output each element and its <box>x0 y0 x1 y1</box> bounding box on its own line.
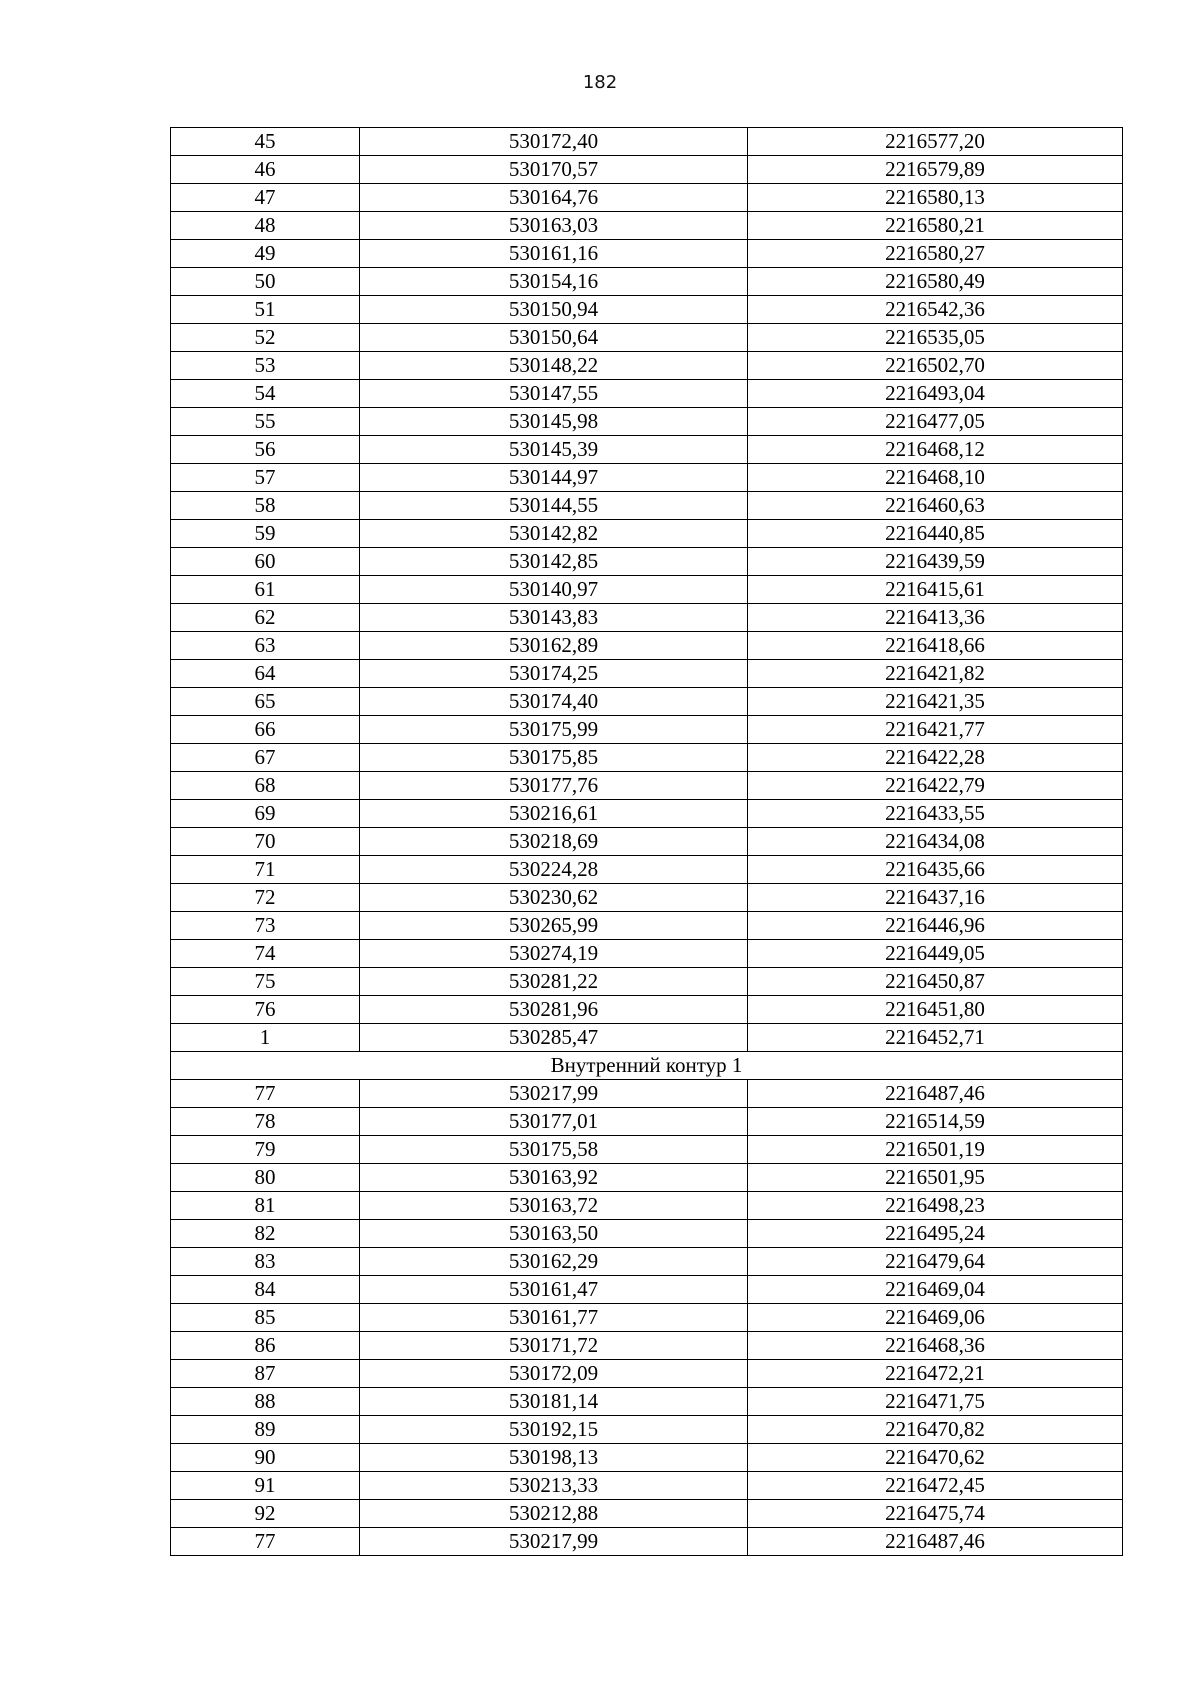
y-coordinate-cell: 2216498,23 <box>748 1192 1123 1220</box>
point-number-cell: 57 <box>171 464 360 492</box>
x-coordinate-cell: 530175,58 <box>360 1136 748 1164</box>
point-number-cell: 87 <box>171 1360 360 1388</box>
y-coordinate-cell: 2216468,10 <box>748 464 1123 492</box>
point-number-cell: 82 <box>171 1220 360 1248</box>
table-row <box>171 1416 1123 1444</box>
x-coordinate-cell: 530217,99 <box>360 1528 748 1556</box>
table-row <box>171 744 1123 772</box>
table-row <box>171 632 1123 660</box>
x-coordinate-cell: 530163,50 <box>360 1220 748 1248</box>
point-number-cell: 78 <box>171 1108 360 1136</box>
point-number-cell: 53 <box>171 352 360 380</box>
table-row <box>171 1304 1123 1332</box>
y-coordinate-cell: 2216580,13 <box>748 184 1123 212</box>
y-coordinate-cell: 2216475,74 <box>748 1500 1123 1528</box>
x-coordinate-cell: 530171,72 <box>360 1332 748 1360</box>
y-coordinate-cell: 2216469,04 <box>748 1276 1123 1304</box>
x-coordinate-cell: 530192,15 <box>360 1416 748 1444</box>
point-number-cell: 86 <box>171 1332 360 1360</box>
x-coordinate-cell: 530140,97 <box>360 576 748 604</box>
y-coordinate-cell: 2216468,12 <box>748 436 1123 464</box>
table-row <box>171 1528 1123 1556</box>
point-number-cell: 61 <box>171 576 360 604</box>
y-coordinate-cell: 2216433,55 <box>748 800 1123 828</box>
y-coordinate-cell: 2216580,49 <box>748 268 1123 296</box>
x-coordinate-cell: 530162,89 <box>360 632 748 660</box>
point-number-cell: 52 <box>171 324 360 352</box>
table-row <box>171 1472 1123 1500</box>
table-row <box>171 772 1123 800</box>
point-number-cell: 51 <box>171 296 360 324</box>
y-coordinate-cell: 2216422,79 <box>748 772 1123 800</box>
y-coordinate-cell: 2216415,61 <box>748 576 1123 604</box>
point-number-cell: 58 <box>171 492 360 520</box>
x-coordinate-cell: 530172,09 <box>360 1360 748 1388</box>
y-coordinate-cell: 2216501,95 <box>748 1164 1123 1192</box>
y-coordinate-cell: 2216452,71 <box>748 1024 1123 1052</box>
y-coordinate-cell: 2216477,05 <box>748 408 1123 436</box>
table-row <box>171 968 1123 996</box>
y-coordinate-cell: 2216470,82 <box>748 1416 1123 1444</box>
table-row <box>171 1192 1123 1220</box>
table-row <box>171 1220 1123 1248</box>
x-coordinate-cell: 530162,29 <box>360 1248 748 1276</box>
section-row <box>171 1052 1123 1080</box>
table-row <box>171 1332 1123 1360</box>
table-row <box>171 828 1123 856</box>
point-number-cell: 46 <box>171 156 360 184</box>
page-number: 182 <box>582 72 618 93</box>
table-row <box>171 268 1123 296</box>
table-row <box>171 324 1123 352</box>
x-coordinate-cell: 530177,76 <box>360 772 748 800</box>
point-number-cell: 73 <box>171 912 360 940</box>
table-row <box>171 716 1123 744</box>
table-row <box>171 660 1123 688</box>
table-row <box>171 856 1123 884</box>
table-row <box>171 1164 1123 1192</box>
table-row <box>171 1024 1123 1052</box>
table-row <box>171 1360 1123 1388</box>
point-number-cell: 45 <box>171 128 360 156</box>
table-row <box>171 128 1123 156</box>
point-number-cell: 67 <box>171 744 360 772</box>
table-row <box>171 1248 1123 1276</box>
point-number-cell: 68 <box>171 772 360 800</box>
x-coordinate-cell: 530144,97 <box>360 464 748 492</box>
point-number-cell: 89 <box>171 1416 360 1444</box>
y-coordinate-cell: 2216579,89 <box>748 156 1123 184</box>
table-row <box>171 408 1123 436</box>
x-coordinate-cell: 530145,98 <box>360 408 748 436</box>
x-coordinate-cell: 530281,22 <box>360 968 748 996</box>
x-coordinate-cell: 530161,16 <box>360 240 748 268</box>
x-coordinate-cell: 530281,96 <box>360 996 748 1024</box>
y-coordinate-cell: 2216501,19 <box>748 1136 1123 1164</box>
y-coordinate-cell: 2216487,46 <box>748 1528 1123 1556</box>
point-number-cell: 74 <box>171 940 360 968</box>
y-coordinate-cell: 2216580,21 <box>748 212 1123 240</box>
x-coordinate-cell: 530175,99 <box>360 716 748 744</box>
y-coordinate-cell: 2216514,59 <box>748 1108 1123 1136</box>
x-coordinate-cell: 530163,92 <box>360 1164 748 1192</box>
point-number-cell: 77 <box>171 1528 360 1556</box>
y-coordinate-cell: 2216439,59 <box>748 548 1123 576</box>
x-coordinate-cell: 530274,19 <box>360 940 748 968</box>
x-coordinate-cell: 530150,64 <box>360 324 748 352</box>
point-number-cell: 84 <box>171 1276 360 1304</box>
x-coordinate-cell: 530230,62 <box>360 884 748 912</box>
y-coordinate-cell: 2216580,27 <box>748 240 1123 268</box>
point-number-cell: 54 <box>171 380 360 408</box>
point-number-cell: 1 <box>171 1024 360 1052</box>
point-number-cell: 50 <box>171 268 360 296</box>
point-number-cell: 70 <box>171 828 360 856</box>
table-row <box>171 604 1123 632</box>
y-coordinate-cell: 2216487,46 <box>748 1080 1123 1108</box>
y-coordinate-cell: 2216446,96 <box>748 912 1123 940</box>
y-coordinate-cell: 2216421,77 <box>748 716 1123 744</box>
point-number-cell: 64 <box>171 660 360 688</box>
point-number-cell: 49 <box>171 240 360 268</box>
table-row <box>171 996 1123 1024</box>
x-coordinate-cell: 530172,40 <box>360 128 748 156</box>
coordinates-table-body <box>171 128 1123 1556</box>
y-coordinate-cell: 2216502,70 <box>748 352 1123 380</box>
table-row <box>171 940 1123 968</box>
x-coordinate-cell: 530218,69 <box>360 828 748 856</box>
x-coordinate-cell: 530177,01 <box>360 1108 748 1136</box>
x-coordinate-cell: 530213,33 <box>360 1472 748 1500</box>
y-coordinate-cell: 2216449,05 <box>748 940 1123 968</box>
table-row <box>171 352 1123 380</box>
y-coordinate-cell: 2216468,36 <box>748 1332 1123 1360</box>
table-row <box>171 240 1123 268</box>
y-coordinate-cell: 2216418,66 <box>748 632 1123 660</box>
point-number-cell: 81 <box>171 1192 360 1220</box>
x-coordinate-cell: 530142,82 <box>360 520 748 548</box>
x-coordinate-cell: 530144,55 <box>360 492 748 520</box>
table-row <box>171 1444 1123 1472</box>
point-number-cell: 47 <box>171 184 360 212</box>
x-coordinate-cell: 530216,61 <box>360 800 748 828</box>
point-number-cell: 91 <box>171 1472 360 1500</box>
x-coordinate-cell: 530224,28 <box>360 856 748 884</box>
point-number-cell: 92 <box>171 1500 360 1528</box>
x-coordinate-cell: 530174,25 <box>360 660 748 688</box>
table-row <box>171 576 1123 604</box>
y-coordinate-cell: 2216469,06 <box>748 1304 1123 1332</box>
x-coordinate-cell: 530150,94 <box>360 296 748 324</box>
y-coordinate-cell: 2216421,82 <box>748 660 1123 688</box>
x-coordinate-cell: 530148,22 <box>360 352 748 380</box>
table-row <box>171 1388 1123 1416</box>
table-row <box>171 800 1123 828</box>
x-coordinate-cell: 530212,88 <box>360 1500 748 1528</box>
table-row <box>171 156 1123 184</box>
table-row <box>171 380 1123 408</box>
table-row <box>171 212 1123 240</box>
section-title-cell: Внутренний контур 1 <box>171 1052 1123 1080</box>
y-coordinate-cell: 2216434,08 <box>748 828 1123 856</box>
x-coordinate-cell: 530181,14 <box>360 1388 748 1416</box>
y-coordinate-cell: 2216421,35 <box>748 688 1123 716</box>
table-row <box>171 688 1123 716</box>
point-number-cell: 80 <box>171 1164 360 1192</box>
point-number-cell: 72 <box>171 884 360 912</box>
x-coordinate-cell: 530175,85 <box>360 744 748 772</box>
y-coordinate-cell: 2216495,24 <box>748 1220 1123 1248</box>
y-coordinate-cell: 2216577,20 <box>748 128 1123 156</box>
table-row <box>171 1136 1123 1164</box>
y-coordinate-cell: 2216470,62 <box>748 1444 1123 1472</box>
table-row <box>171 1500 1123 1528</box>
point-number-cell: 65 <box>171 688 360 716</box>
y-coordinate-cell: 2216437,16 <box>748 884 1123 912</box>
x-coordinate-cell: 530143,83 <box>360 604 748 632</box>
point-number-cell: 63 <box>171 632 360 660</box>
x-coordinate-cell: 530154,16 <box>360 268 748 296</box>
x-coordinate-cell: 530163,72 <box>360 1192 748 1220</box>
y-coordinate-cell: 2216535,05 <box>748 324 1123 352</box>
table-row <box>171 296 1123 324</box>
point-number-cell: 85 <box>171 1304 360 1332</box>
point-number-cell: 55 <box>171 408 360 436</box>
coordinates-table <box>170 127 1123 1556</box>
table-row <box>171 912 1123 940</box>
x-coordinate-cell: 530285,47 <box>360 1024 748 1052</box>
point-number-cell: 60 <box>171 548 360 576</box>
point-number-cell: 79 <box>171 1136 360 1164</box>
y-coordinate-cell: 2216493,04 <box>748 380 1123 408</box>
y-coordinate-cell: 2216479,64 <box>748 1248 1123 1276</box>
y-coordinate-cell: 2216440,85 <box>748 520 1123 548</box>
y-coordinate-cell: 2216435,66 <box>748 856 1123 884</box>
table-row <box>171 1276 1123 1304</box>
point-number-cell: 71 <box>171 856 360 884</box>
y-coordinate-cell: 2216413,36 <box>748 604 1123 632</box>
y-coordinate-cell: 2216422,28 <box>748 744 1123 772</box>
point-number-cell: 77 <box>171 1080 360 1108</box>
x-coordinate-cell: 530145,39 <box>360 436 748 464</box>
x-coordinate-cell: 530198,13 <box>360 1444 748 1472</box>
point-number-cell: 59 <box>171 520 360 548</box>
y-coordinate-cell: 2216451,80 <box>748 996 1123 1024</box>
y-coordinate-cell: 2216542,36 <box>748 296 1123 324</box>
y-coordinate-cell: 2216472,21 <box>748 1360 1123 1388</box>
x-coordinate-cell: 530170,57 <box>360 156 748 184</box>
point-number-cell: 66 <box>171 716 360 744</box>
y-coordinate-cell: 2216450,87 <box>748 968 1123 996</box>
point-number-cell: 90 <box>171 1444 360 1472</box>
table-row <box>171 492 1123 520</box>
table-row <box>171 1108 1123 1136</box>
y-coordinate-cell: 2216472,45 <box>748 1472 1123 1500</box>
y-coordinate-cell: 2216471,75 <box>748 1388 1123 1416</box>
x-coordinate-cell: 530161,47 <box>360 1276 748 1304</box>
x-coordinate-cell: 530174,40 <box>360 688 748 716</box>
point-number-cell: 48 <box>171 212 360 240</box>
x-coordinate-cell: 530265,99 <box>360 912 748 940</box>
table-row <box>171 464 1123 492</box>
x-coordinate-cell: 530217,99 <box>360 1080 748 1108</box>
x-coordinate-cell: 530142,85 <box>360 548 748 576</box>
point-number-cell: 76 <box>171 996 360 1024</box>
x-coordinate-cell: 530161,77 <box>360 1304 748 1332</box>
table-row <box>171 1080 1123 1108</box>
point-number-cell: 83 <box>171 1248 360 1276</box>
point-number-cell: 62 <box>171 604 360 632</box>
point-number-cell: 56 <box>171 436 360 464</box>
point-number-cell: 69 <box>171 800 360 828</box>
table-row <box>171 520 1123 548</box>
table-row <box>171 184 1123 212</box>
table-row <box>171 884 1123 912</box>
table-row <box>171 548 1123 576</box>
x-coordinate-cell: 530164,76 <box>360 184 748 212</box>
x-coordinate-cell: 530163,03 <box>360 212 748 240</box>
y-coordinate-cell: 2216460,63 <box>748 492 1123 520</box>
point-number-cell: 75 <box>171 968 360 996</box>
table-row <box>171 436 1123 464</box>
point-number-cell: 88 <box>171 1388 360 1416</box>
x-coordinate-cell: 530147,55 <box>360 380 748 408</box>
